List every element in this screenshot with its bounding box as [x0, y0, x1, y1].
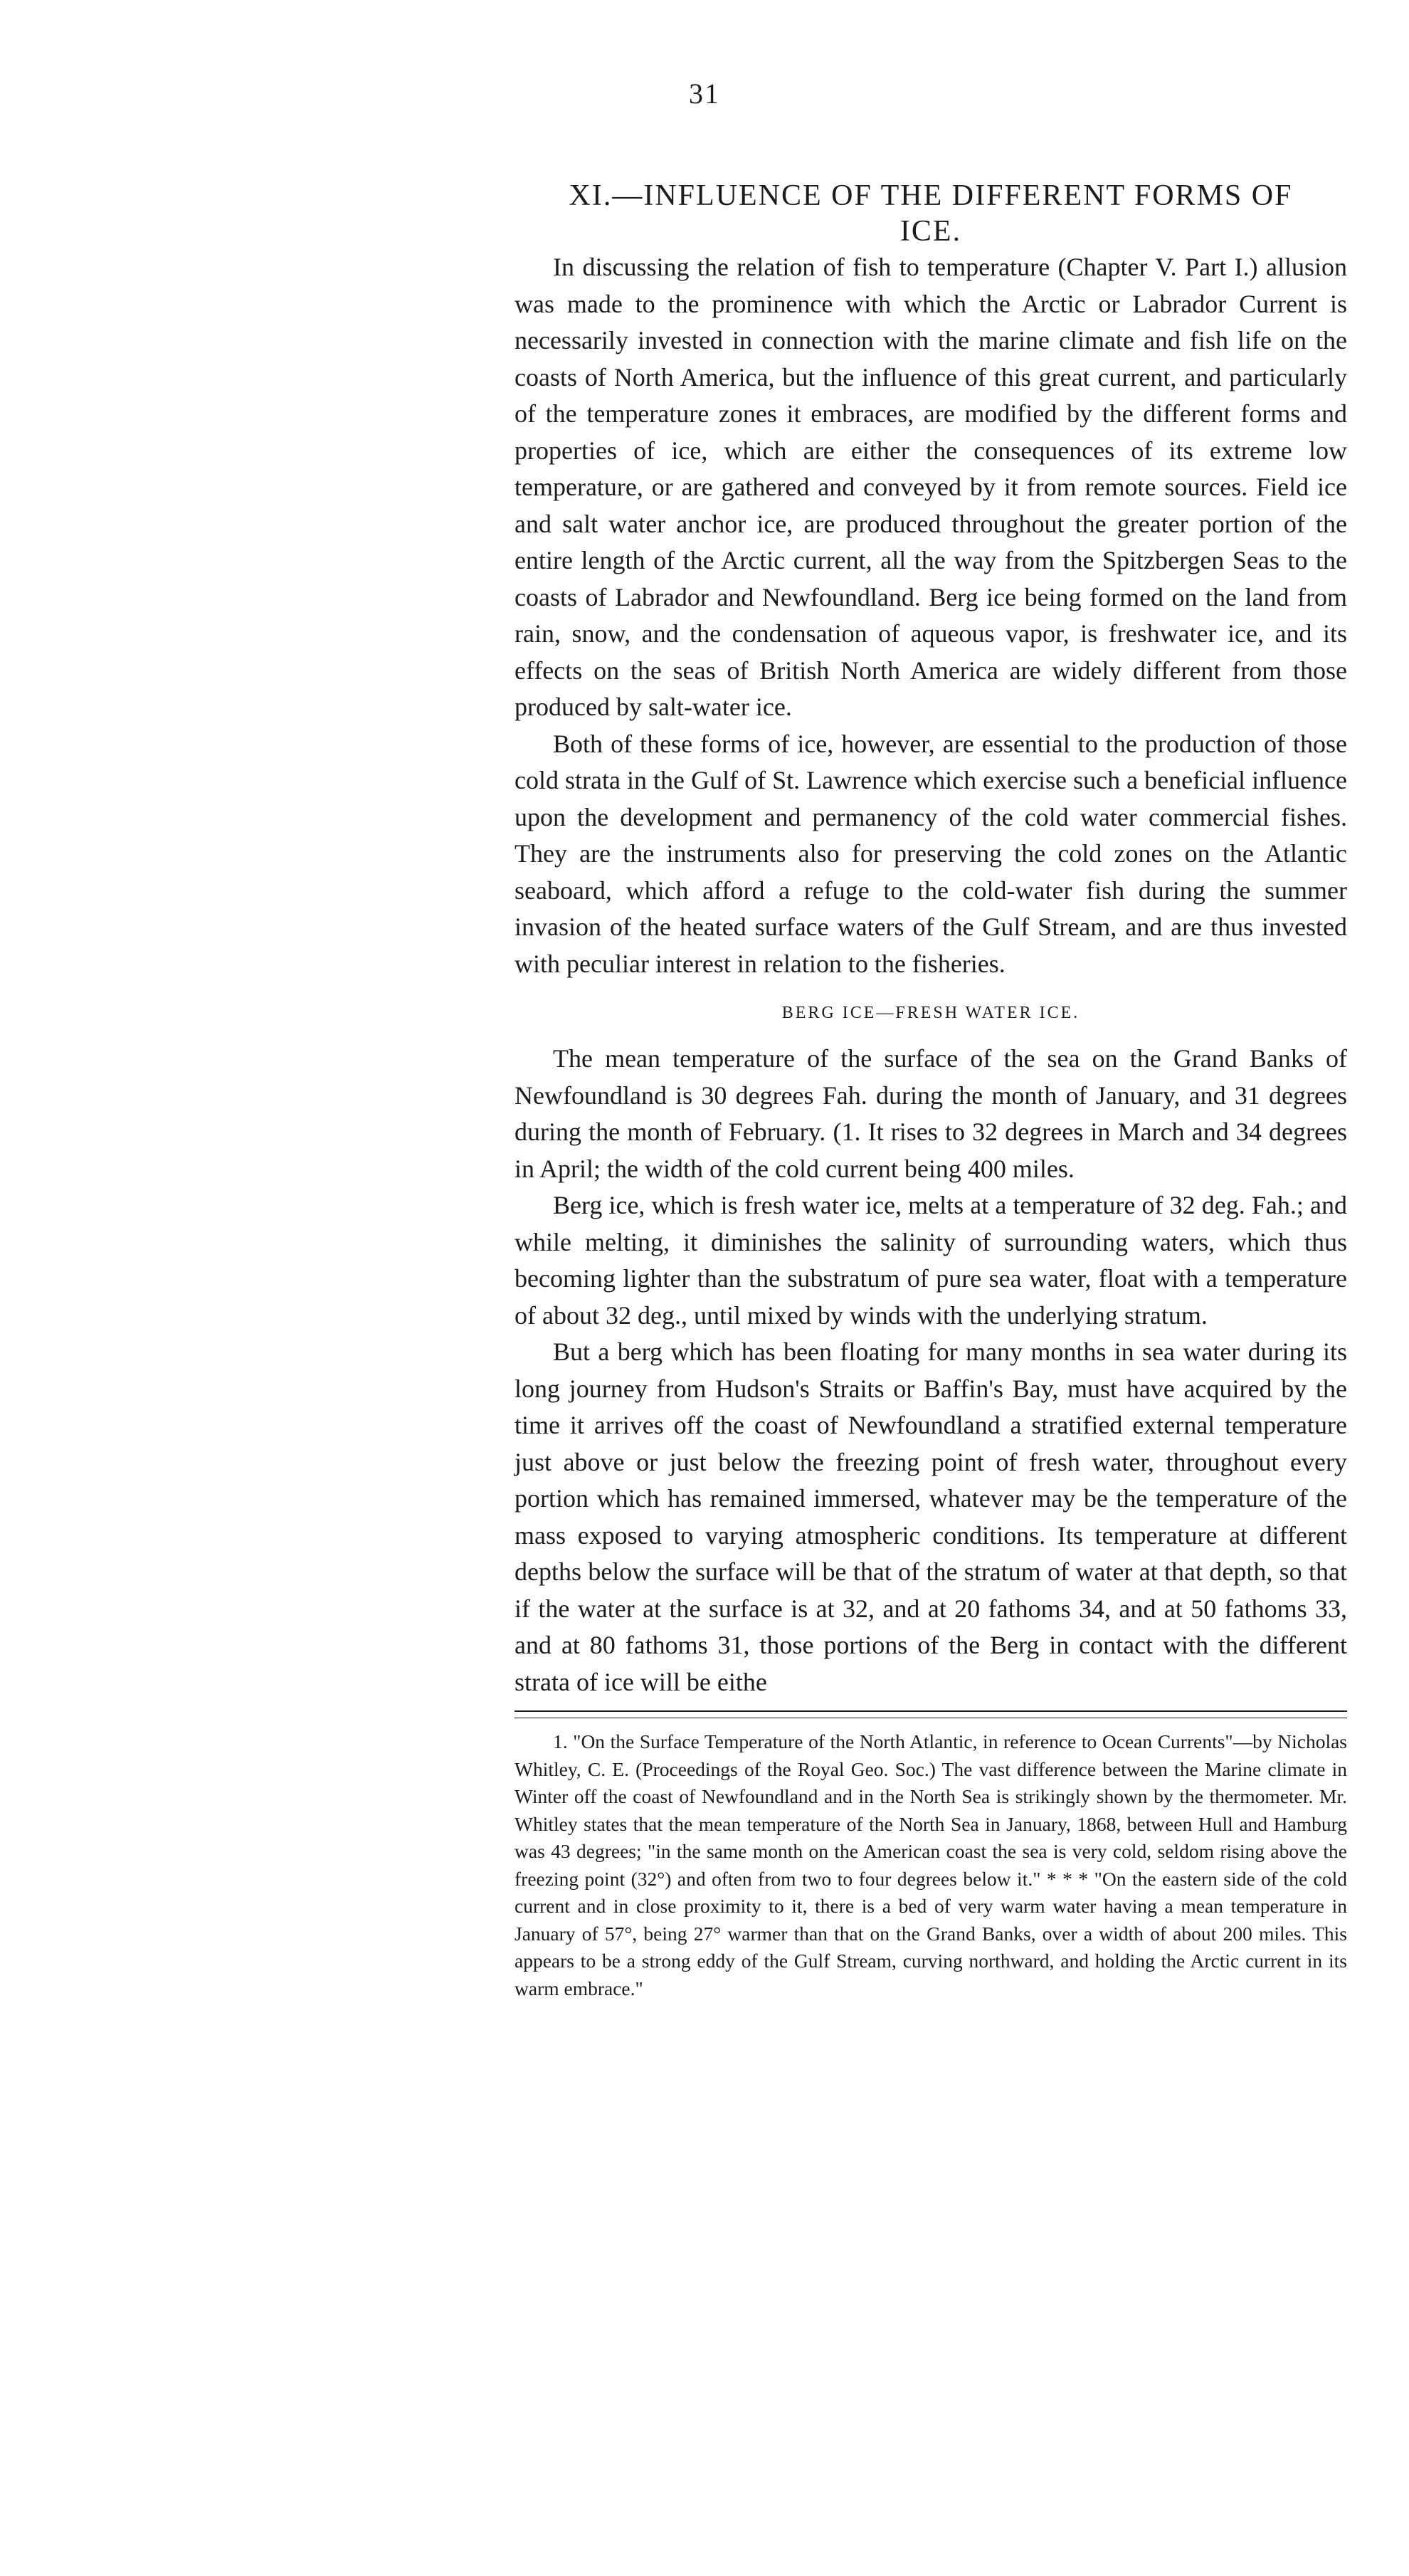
section-title-line-2: ICE.: [899, 215, 962, 248]
body-text: [514, 249, 1347, 1700]
paragraph-intro-2: Both of these forms of ice, however, are essential to the production of those cold strata in the Gulf of St. Lawrence which exercise such a beneficial influence upon the development and permanency of the cold water commercial fishes. They are the instruments also for preserving the cold zones on the Atlantic seaboard, which afford a refuge to the cold-water fish during the summer invasion of the heated surface waters of the Gulf Stream, and are thus invested with peculiar interest in relation to the fisheries.: [514, 729, 1347, 978]
section-title-line-1: XI.—INFLUENCE OF THE DIFFERENT FORMS OF: [569, 179, 1293, 212]
page-number: 31: [689, 78, 720, 110]
paragraph-berg-1: The mean temperature of the surface of the sea on the Grand Banks of Newfoundland is 30 degrees Fah. during the month of January, and 31 degrees during the month of February. (1. It rises to 32 degrees in March and 34 degrees in April; the width of the cold current being 400 miles.: [514, 1044, 1347, 1183]
paragraph-intro-1: In discussing the relation of fish to temperature (Chapter V. Part I.) allusion was made to the prominence with which the Arctic or Labrador Current is necessarily invested in connection with the marine climate and fish life on the coasts of North America, but the influence of this great current, and particularly of the temperature zones it embraces, are modified by the different forms and properties of ice, which are either the consequences of its extreme low temperature, or are gathered and conveyed by it from remote sources. Field ice and salt water anchor ice, are produced throughout the greater portion of the entire length of the Arctic current, all the way from the Spitzbergen Seas to the coasts of Labrador and Newfoundland. Berg ice being formed on the land from rain, snow, and the condensation of aqueous vapor, is freshwater ice, and its effects on the seas of British North America are widely different from those produced by salt-water ice.: [514, 253, 1347, 721]
paragraph-berg-3: But a berg which has been floating for many months in sea water during its long journey from Hudson's Straits or Baffin's Bay, must have acquired by the time it arrives off the coast of Newfoundland a stratified external temperature just above or just below the freezing point of fresh water, throughout every portion which has remained immersed, whatever may be the temperature of the mass exposed to varying atmospheric conditions. Its temperature at different depths below the surface will be that of the stratum of water at that depth, so that if the water at the surface is at 32, and at 20 fathoms 34, and at 50 fathoms 33, and at 80 fathoms 31, those portions of the Berg in contact with the different strata of ice will be eithe: [514, 1337, 1347, 1696]
subheading-berg-ice: BERG ICE—FRESH WATER ICE.: [781, 1004, 1080, 1022]
page-content: [514, 178, 1347, 2002]
paragraph-berg-2: Berg ice, which is fresh water ice, melts at a temperature of 32 deg. Fah.; and while melting, it diminishes the salinity of surrounding waters, which thus becoming lighter than the substratum of pure sea water, float with a temperature of about 32 deg., until mixed by winds with the underlying stratum.: [514, 1191, 1347, 1330]
section-title: [514, 178, 1347, 249]
footnote-1: 1. "On the Surface Temperature of the North Atlantic, in reference to Ocean Currents"—by Nicholas Whitley, C. E. (Proceedings of the Royal Geo. Soc.) The vast difference between the Marine climate in Winter off the coast of Newfoundland and in the North Sea is strikingly shown by the thermometer. Mr. Whitley states that the mean temperature of the North Sea in January, 1868, between Hull and Hamburg was 43 degrees; "in the same month on the American coast the sea is very cold, seldom rising above the freezing point (32°) and often from two to four degrees below it." * * * "On the eastern side of the cold current and in close proximity to it, there is a bed of very warm water having a mean temperature in January of 57°, being 27° warmer than that on the Grand Banks, over a width of about 200 miles. This appears to be a strong eddy of the Gulf Stream, curving northward, and holding the Arctic current in its warm embrace.": [514, 1730, 1347, 1999]
footnote-divider: [514, 1710, 1347, 1712]
